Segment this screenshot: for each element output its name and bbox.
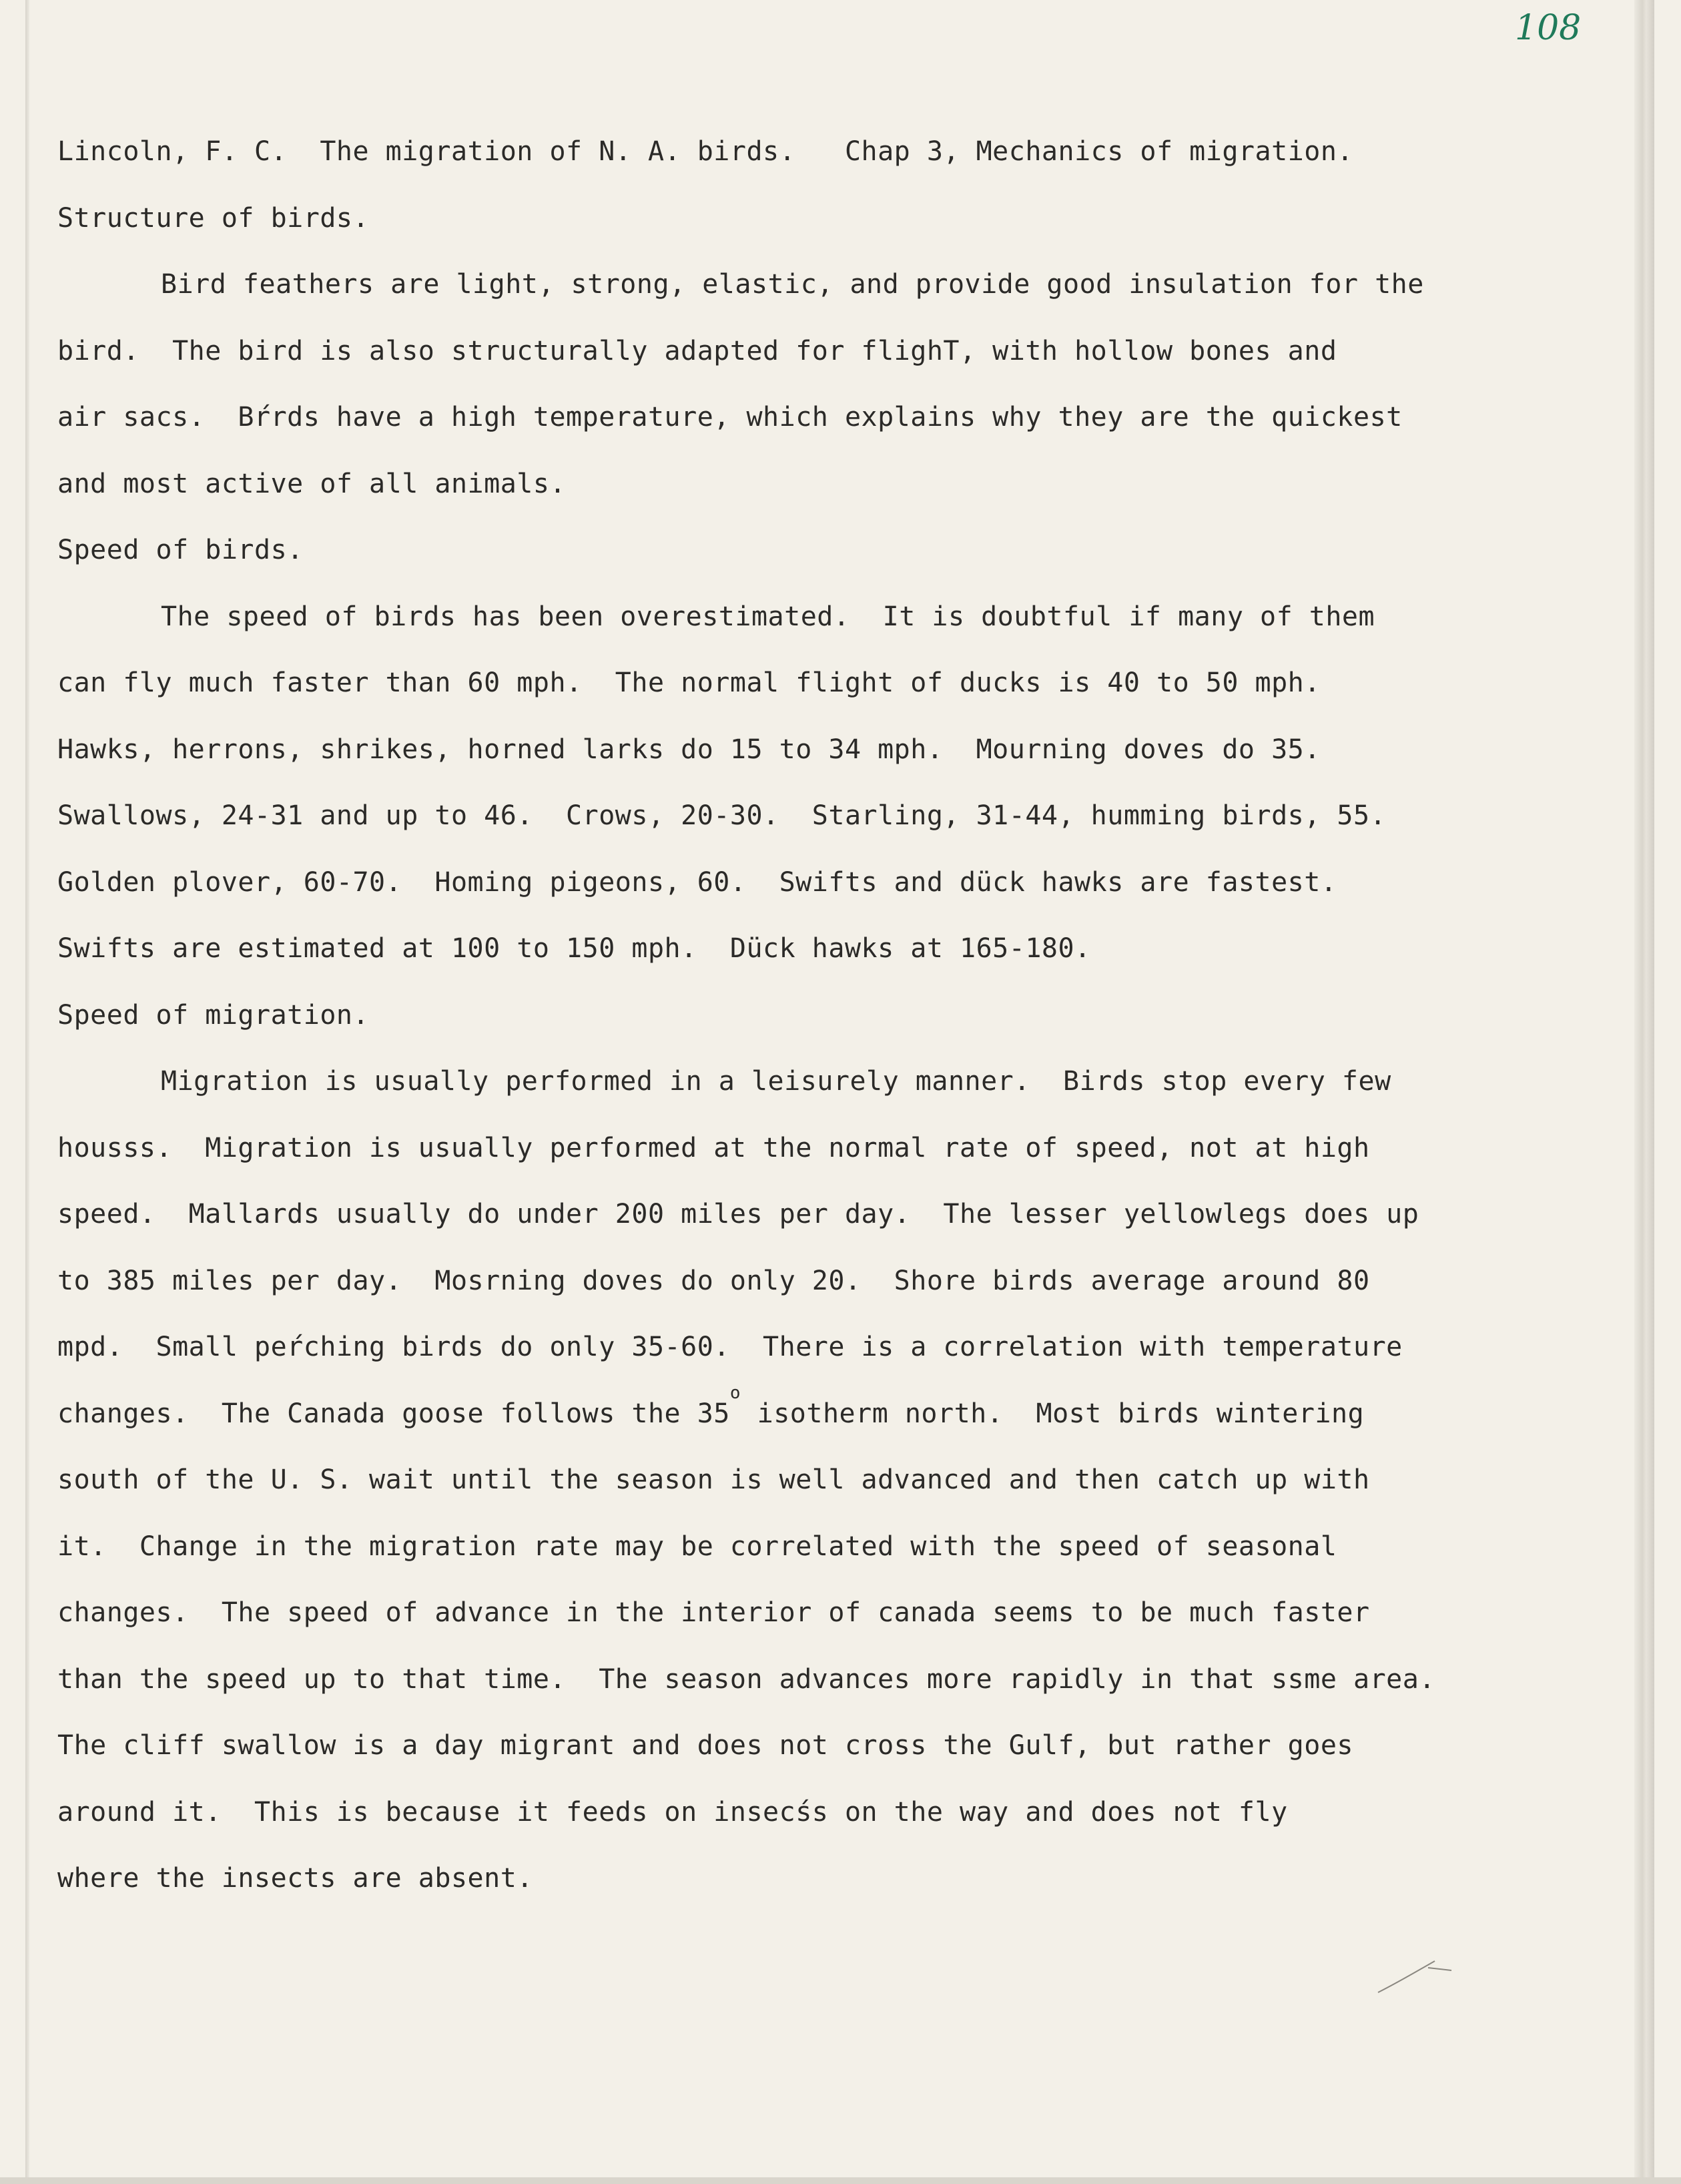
- paragraph-line: where the insects are absent.: [57, 1863, 533, 1894]
- typewritten-notes: [57, 119, 1492, 1912]
- section-heading-speed-of-migration: Speed of migration.: [57, 999, 370, 1031]
- page-right-edge: [1634, 0, 1654, 2184]
- section-heading-speed-of-birds: Speed of birds.: [57, 535, 304, 565]
- paragraph-line: south of the U. S. wait until the season is well advanced and then catch up with: [57, 1464, 1370, 1495]
- degree-mark: o: [729, 1382, 741, 1403]
- paragraph-line: mpd. Small peŕching birds do only 35-60. There is a correlation with temperature: [57, 1332, 1403, 1362]
- paragraph-line: speed. Mallards usually do under 200 miles per day. The lesser yellowlegs does up: [57, 1199, 1419, 1230]
- paragraph-line: housss. Migration is usually performed at the normal rate of speed, not at high: [57, 1132, 1370, 1163]
- page-left-edge: [25, 0, 29, 2184]
- line-start: changes. The Canada goose follows the 35: [57, 1398, 730, 1429]
- section-heading-structure: Structure of birds.: [57, 202, 370, 234]
- paragraph-line: can fly much faster than 60 mph. The normal flight of ducks is 40 to 50 mph.: [57, 667, 1321, 698]
- paragraph-line: Bird feathers are light, strong, elastic, and provide good insulation for the: [161, 269, 1424, 300]
- paragraph-line: Golden plover, 60-70. Homing pigeons, 60. Swifts and dück hawks are fastest.: [57, 866, 1337, 898]
- paragraph-line: Migration is usually performed in a leisurely manner. Birds stop every few: [161, 1066, 1391, 1097]
- paragraph-line: Swifts are estimated at 100 to 150 mph. Dück hawks at 165-180.: [57, 933, 1091, 964]
- paragraph-line: and most active of all animals.: [57, 468, 567, 499]
- paragraph-line-with-degree: [57, 1381, 1492, 1448]
- paragraph-line: than the speed up to that time. The season advances more rapidly in that ssme area.: [57, 1663, 1435, 1695]
- paragraph-line: air sacs. Bŕrds have a high temperature, which explains why they are the quickest: [57, 402, 1403, 433]
- paragraph-line: around it. This is because it feeds on insecśs on the way and does not fly: [57, 1796, 1288, 1828]
- paragraph-line: The cliff swallow is a day migrant and does not cross the Gulf, but rather goes: [57, 1730, 1353, 1761]
- paragraph-line: bird. The bird is also structurally adapted for flighT, with hollow bones and: [57, 335, 1337, 366]
- handwritten-page-number: 108: [1515, 8, 1582, 48]
- paragraph-line: it. Change in the migration rate may be correlated with the speed of seasonal: [57, 1531, 1337, 1562]
- paragraph-line: Swallows, 24-31 and up to 46. Crows, 20-30. Starling, 31-44, humming birds, 55.: [57, 800, 1387, 831]
- citation-line: Lincoln, F. C. The migration of N. A. birds. Chap 3, Mechanics of migration.: [57, 136, 1353, 167]
- pencil-mark: [1375, 1956, 1455, 1996]
- paragraph-line: changes. The speed of advance in the interior of canada seems to be much faster: [57, 1597, 1370, 1628]
- paragraph-line: Hawks, herrons, shrikes, horned larks do 15 to 34 mph. Mourning doves do 35.: [57, 734, 1321, 765]
- line-end: isotherm north. Most birds wintering: [741, 1398, 1365, 1429]
- paragraph-line: The speed of birds has been overestimated. It is doubtful if many of them: [161, 601, 1375, 632]
- page-bottom-edge: [0, 2177, 1681, 2184]
- paragraph-line: to 385 miles per day. Mosrning doves do only 20. Shore birds average around 80: [57, 1265, 1370, 1296]
